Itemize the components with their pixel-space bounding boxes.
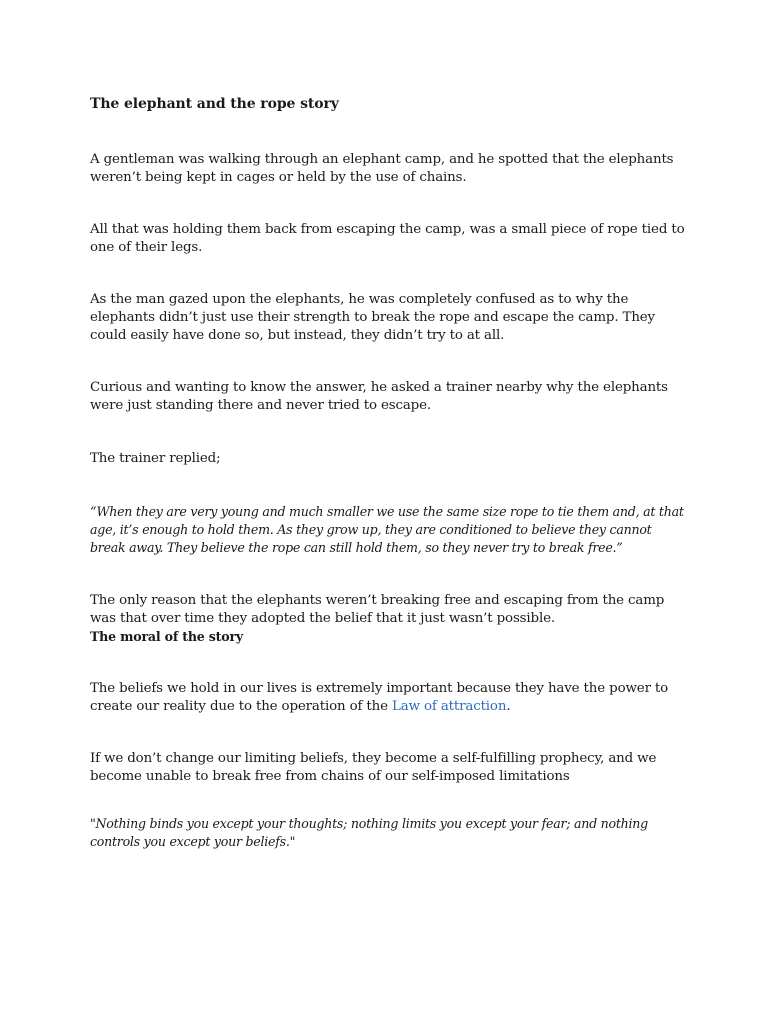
- paragraph-beliefs-end: .: [506, 699, 511, 714]
- trainer-quote: “When they are very young and much smaller we use the same size rope to tie them and, at that age, it’s enough to hold them. As they grow up, they are conditioned to believe they cannot break away. They believe the rope can still hold them, so they never try to break free.”: [90, 504, 684, 555]
- paragraph-gentleman: A gentleman was walking through an elephant camp, and he spotted that the elephants weren’t being kept in cages or held by the use of chains.: [90, 152, 674, 185]
- paragraph-confused: As the man gazed upon the elephants, he was completely confused as to why the elephants didn’t just use their strength to break the rope and escape the camp. They could easily have done so, but instead, they didn’t try to at all.: [90, 292, 655, 343]
- document-title: The elephant and the rope story: [90, 96, 339, 112]
- paragraph-trainer-replied: The trainer replied;: [90, 451, 221, 466]
- paragraph-beliefs: [90, 680, 690, 716]
- paragraph-only-reason: The only reason that the elephants weren’t breaking free and escaping from the camp was that over time they adopted the belief that it just wasn’t possible.: [90, 593, 665, 626]
- law-of-attraction-link[interactable]: Law of attraction: [392, 699, 507, 714]
- paragraph-rope: All that was holding them back from escaping the camp, was a small piece of rope tied to one of their legs.: [90, 222, 685, 255]
- paragraph-limiting-beliefs: If we don’t change our limiting beliefs, they become a self-fulfilling prophecy, and we become unable to break free from chains of our self-imposed limitations: [90, 751, 657, 784]
- closing-quote: "Nothing binds you except your thoughts; nothing limits you except your fear; and nothing controls you except your beliefs.": [90, 816, 648, 849]
- paragraph-beliefs-text: The beliefs we hold in our lives is extremely important because they have the power to create our reality due to the operation of the: [90, 681, 669, 714]
- moral-heading: The moral of the story: [90, 629, 244, 644]
- paragraph-curious: Curious and wanting to know the answer, he asked a trainer nearby why the elephants were just standing there and never tried to escape.: [90, 380, 668, 413]
